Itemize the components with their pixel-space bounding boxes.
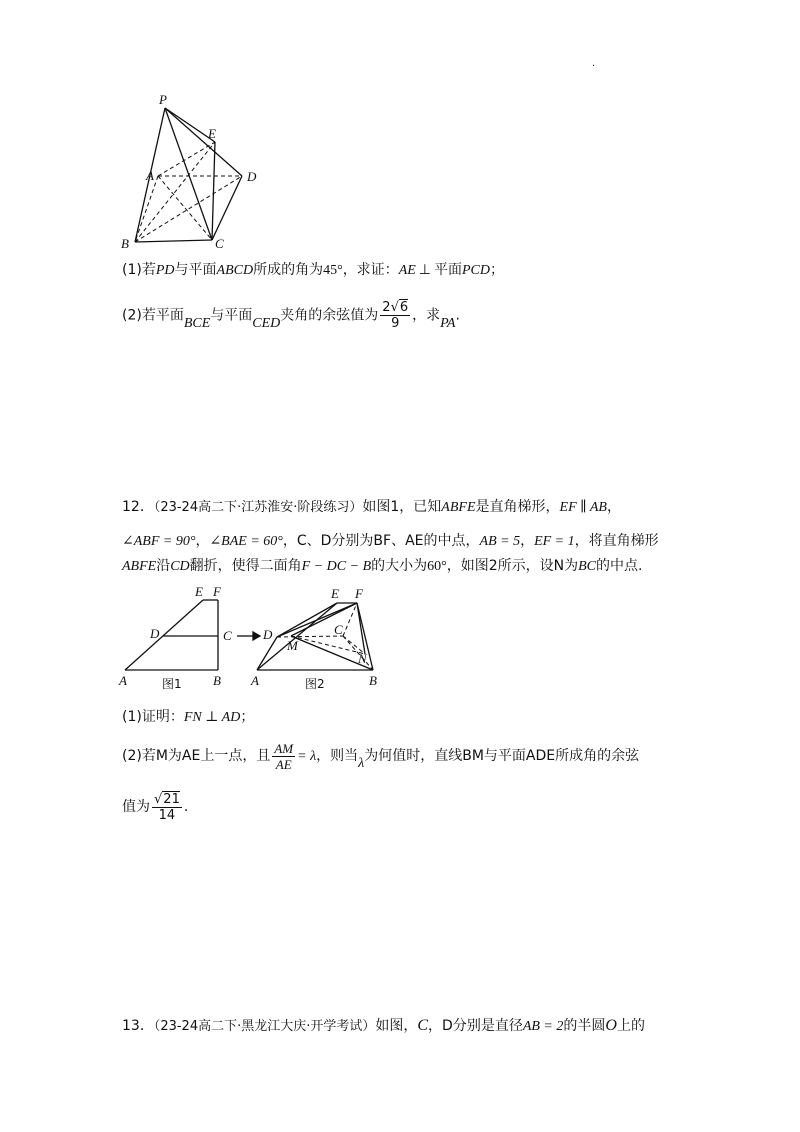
q13-number: 13．	[122, 1018, 154, 1034]
q12-line1	[122, 497, 621, 518]
q11-p1-end: ；	[490, 262, 504, 278]
q12-l2-ang2: ∠BAE = 60°	[209, 534, 283, 549]
label-D: D	[247, 169, 257, 184]
q11-part2	[122, 300, 460, 332]
q12-p1-prefix: (1)证明：	[122, 709, 184, 725]
q12-p1-expr: FN ⊥ AD	[183, 710, 241, 725]
q12-l1-t2: 是直角梯形，	[475, 499, 560, 515]
fig2-label-B: B	[369, 673, 377, 688]
q12-l1-efab: EF ∥ AB	[559, 500, 607, 515]
fig1-label-B: B	[213, 673, 221, 688]
fig1-label-F: F	[213, 584, 221, 599]
q12-p2-frac2-rad: 21	[163, 791, 180, 807]
q13-ab: AB = 2	[522, 1019, 564, 1034]
q12-line3	[122, 556, 642, 577]
q13-o: O	[605, 1017, 617, 1034]
label-B: B	[121, 236, 129, 251]
q11-p2-frac-coef: 2	[382, 300, 391, 315]
fig1-label-D: D	[150, 626, 160, 641]
q12-l3-t4: ，如图2所示，设N为	[446, 558, 579, 574]
q11-p1-t2: 所成的角为	[253, 262, 324, 278]
q12-p2-frac-den: AE	[275, 756, 292, 772]
q12-l2-sep2: ，	[520, 533, 535, 549]
q11-p1-pcd: PCD	[462, 263, 490, 278]
q11-p2-frac-rad: 6	[399, 300, 409, 315]
q12-source: （23-24高二下·江苏淮安·阶段练习）	[153, 500, 363, 515]
q13-t1: 如图，	[375, 1018, 418, 1034]
q12-l3-deg: 60°	[427, 559, 447, 574]
q13-c: C	[417, 1017, 429, 1034]
q12-l2-t2: ，将直角梯形	[574, 533, 659, 549]
fig2-label-D: D	[263, 627, 273, 642]
q11-part1	[122, 260, 504, 281]
q12-l3-t1: 沿	[156, 558, 171, 574]
q12-l1-abfe: ABFE	[441, 500, 476, 515]
q12-l2-sep1: ，	[195, 533, 210, 549]
q12-p2-fraction2: $\frac{√21}{14}$	[154, 791, 180, 823]
page-mark: .	[592, 58, 596, 69]
q11-p1-t1: 与平面	[174, 262, 217, 278]
fig1-label-A: A	[119, 673, 127, 688]
fig1-label-E: E	[195, 584, 203, 599]
label-C: C	[215, 236, 224, 251]
fig2-label-N: N	[358, 651, 367, 666]
q11-p2-fraction: $\frac{2√6}{9}$	[382, 300, 409, 331]
q11-p1-prefix: (1)若	[122, 262, 156, 278]
q12-p2-t2: 为何值时，直线BM与平面ADE所成角的余弦	[364, 748, 640, 764]
q11-p1-abcd: ABCD	[216, 263, 254, 278]
q13-line1	[122, 1016, 645, 1037]
q13-source: （23-24高二下·黑龙江大庆·开学考试）	[153, 1019, 376, 1034]
q12-p2-prefix: (2)若M为AE上一点，且	[122, 748, 271, 764]
q12-l3-cd: CD	[170, 559, 190, 574]
q12-l3-bc: BC	[578, 559, 597, 574]
fig1-label-C: C	[223, 628, 232, 643]
q11-p2-frac-den: 9	[391, 316, 400, 331]
fig2-label-E: E	[331, 586, 339, 601]
q12-p2-end: .	[183, 799, 189, 815]
q12-p2-lambda: λ	[358, 756, 365, 771]
fig2-label-F: F	[355, 586, 363, 601]
q12-l1-end: ，	[606, 499, 621, 515]
q12-p2-fraction	[272, 741, 295, 772]
q11-p1-ae: AE	[398, 263, 416, 278]
q11-p1-perp: ⊥	[418, 262, 431, 278]
q12-l3-angle: F − DC − B	[301, 559, 372, 574]
q13-t3: 的半圆	[563, 1018, 606, 1034]
fig2-label-A: A	[251, 673, 259, 688]
q13-t4: 上的	[616, 1018, 645, 1034]
fig1-caption: 图1	[162, 677, 182, 691]
q11-p1-deg: 45°	[323, 263, 343, 278]
q11-p2-t3: ，求	[412, 307, 441, 324]
q12-l2-t1: ，C、D分别为BF、AE的中点，	[282, 533, 480, 549]
q12-p2-t1: ，则当	[316, 748, 359, 764]
q12-l3-end: 的中点.	[596, 558, 643, 574]
q11-p1-t3: ，求证：	[342, 262, 399, 278]
q12-line2	[122, 531, 659, 552]
q11-p2-pa: PA	[440, 315, 456, 331]
q11-p1-pd: PD	[155, 263, 175, 278]
q11-p2-prefix: (2)若平面	[122, 307, 184, 324]
fig2-label-M: M	[287, 638, 298, 653]
q12-p2-eq: = λ	[297, 749, 317, 764]
q12-part2-cont	[122, 790, 188, 824]
q11-p2-bce: BCE	[183, 315, 211, 331]
q12-p2-frac2-den: 14	[158, 807, 176, 823]
q11-p2-ced: CED	[252, 315, 281, 331]
q12-p2-frac-num: AM	[274, 740, 294, 756]
q12-l3-t3: 的大小为	[371, 558, 428, 574]
q12-p1-end: ；	[240, 709, 255, 725]
q11-p2-t1: 与平面	[210, 307, 253, 324]
label-E: E	[208, 126, 216, 141]
pyramid-figure	[115, 90, 275, 255]
q11-p2-end: .	[455, 307, 460, 324]
q12-figures	[115, 580, 395, 695]
q12-l2-ab: AB = 5	[479, 534, 521, 549]
fig2-caption: 图2	[305, 677, 325, 691]
label-P: P	[159, 92, 167, 107]
q12-l2-ef: EF = 1	[534, 534, 575, 549]
q11-p2-t2: 夹角的余弦值为	[280, 307, 379, 324]
q12-part1	[122, 707, 254, 728]
q12-l3-abfe: ABFE	[122, 559, 157, 574]
fig2-label-C: C	[334, 622, 343, 637]
q12-p2-t3: 值为	[122, 799, 150, 815]
q13-t2: ，D分别是直径	[428, 1018, 523, 1034]
label-A: A	[146, 168, 154, 183]
q12-part2	[122, 740, 639, 773]
q12-l3-t2: 翻折，使得二面角	[189, 558, 302, 574]
q12-l1-t1: 如图1，已知	[362, 499, 442, 515]
q11-p1-t4: 平面	[434, 262, 462, 278]
q12-number: 12．	[122, 499, 154, 515]
q12-l2-ang1: ∠ABF = 90°	[122, 534, 196, 549]
